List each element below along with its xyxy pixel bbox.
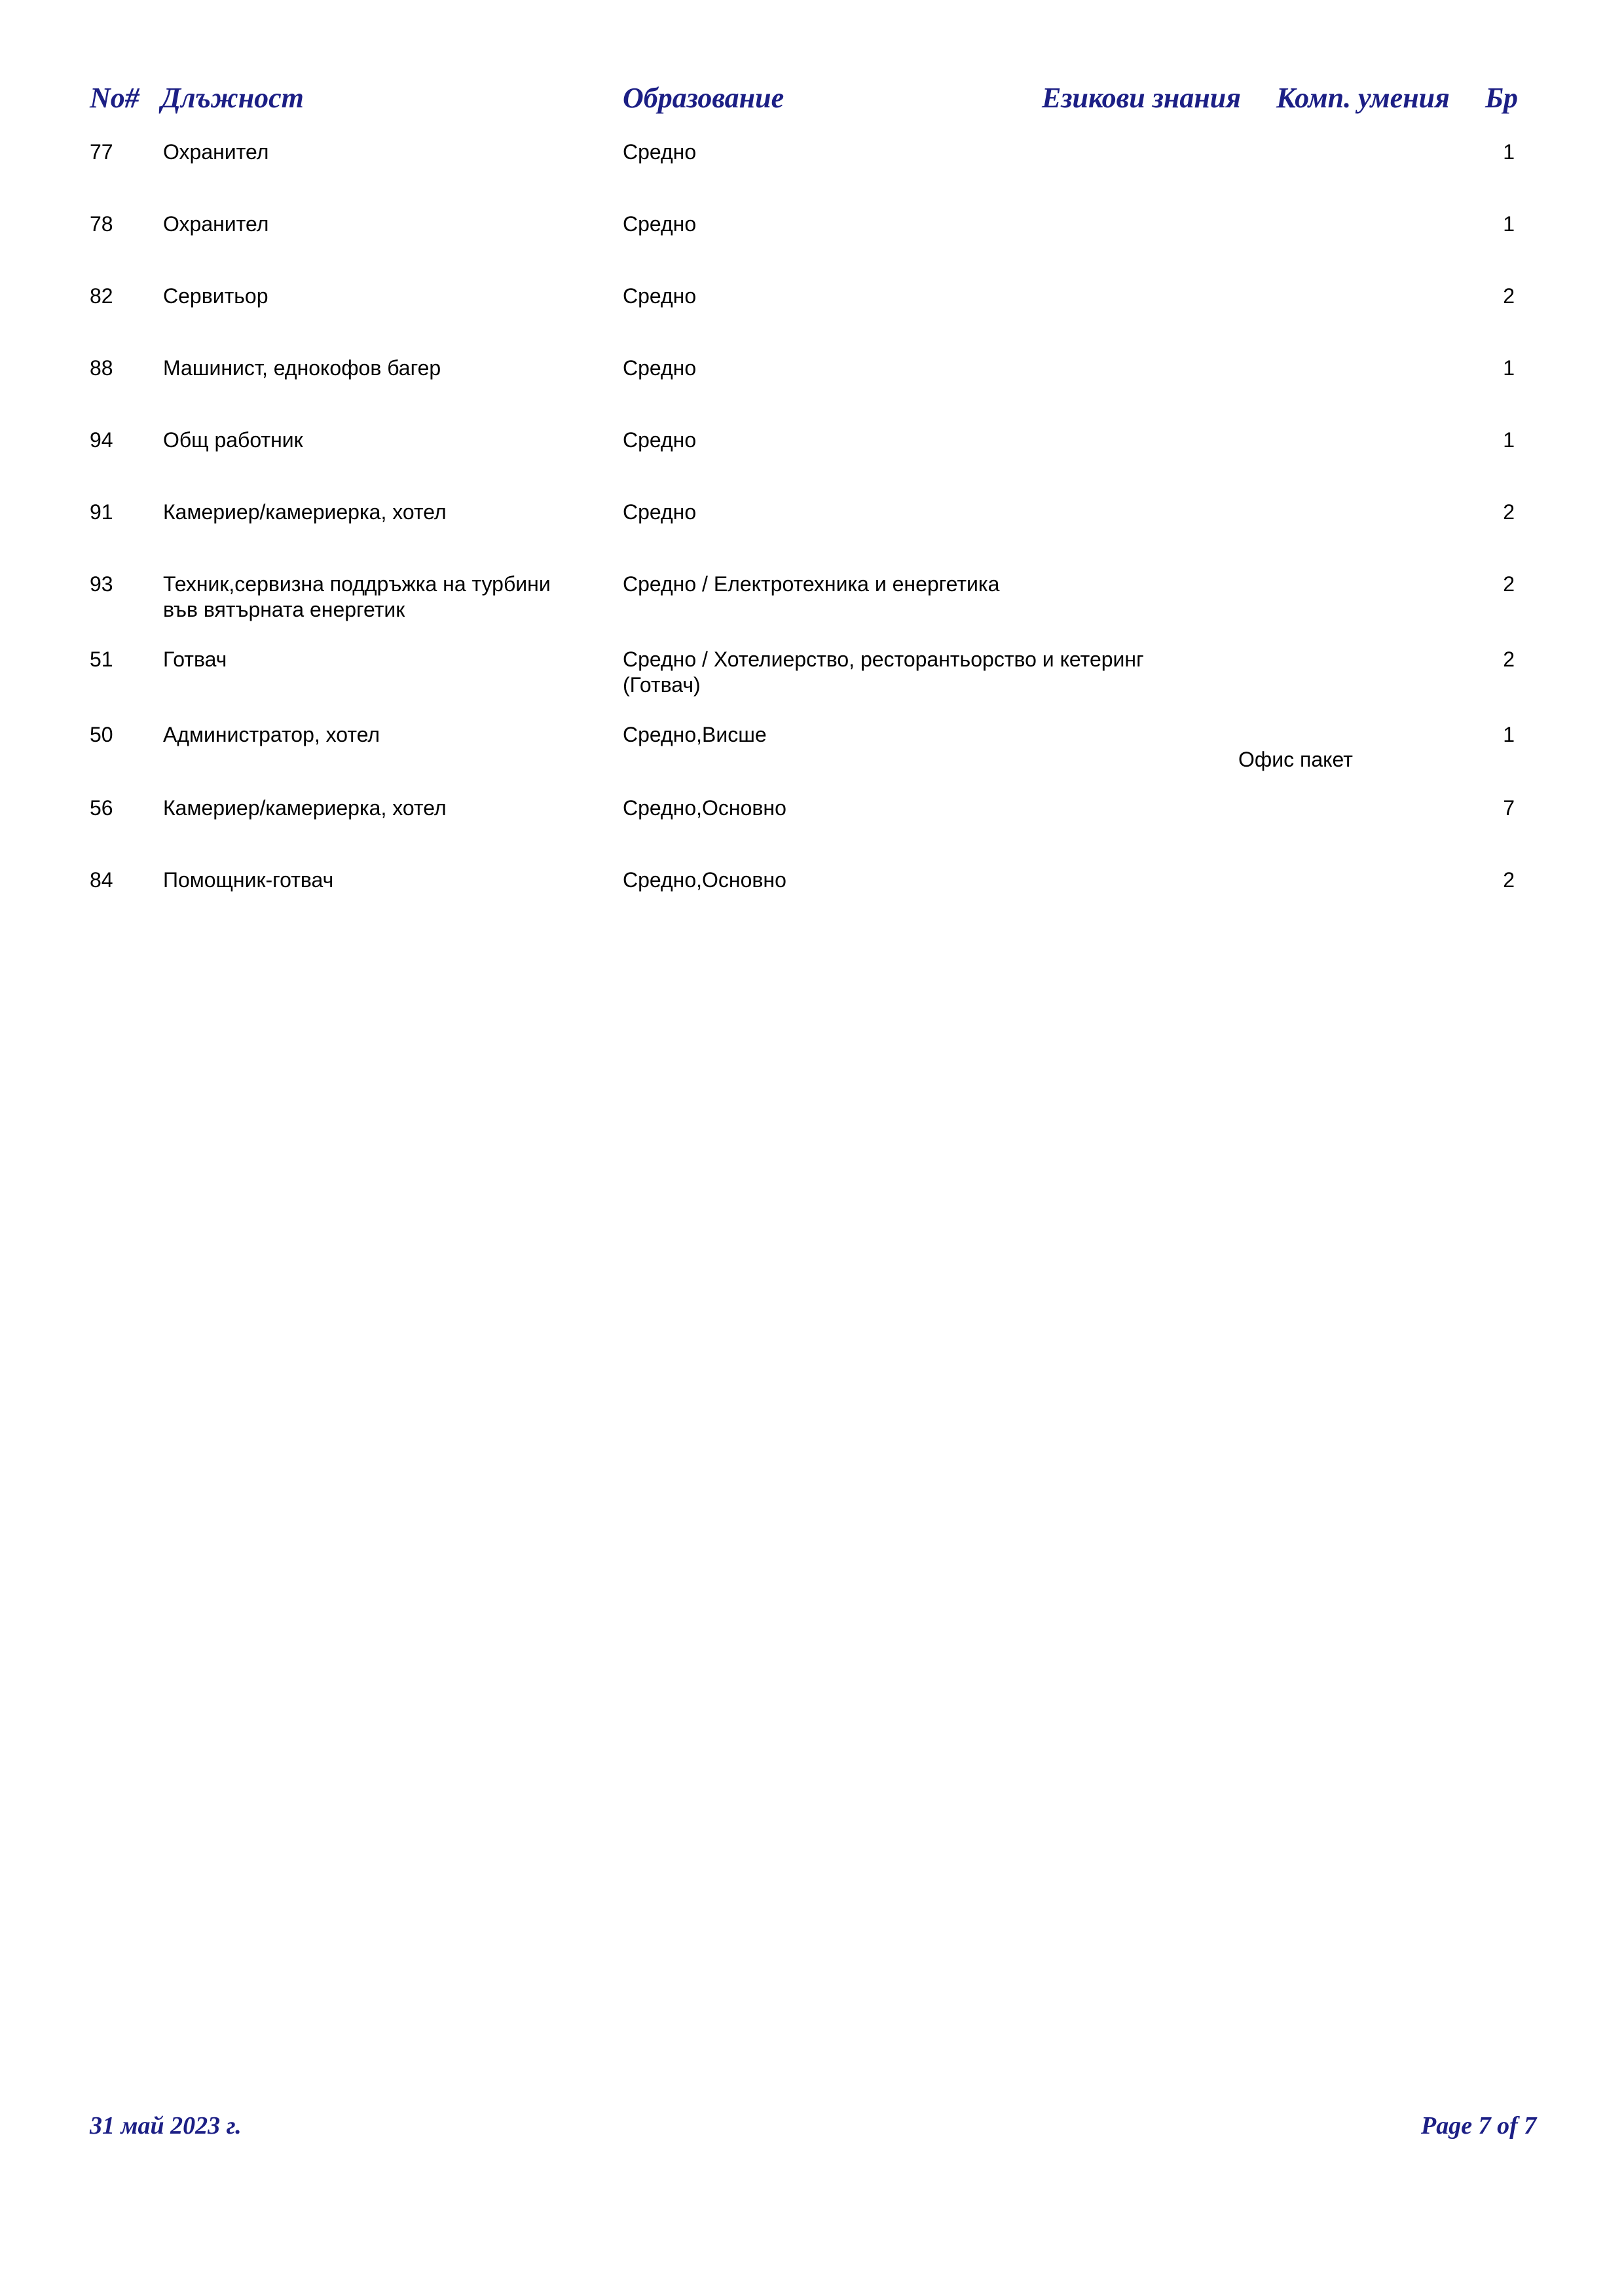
row-count: 1: [1503, 356, 1515, 380]
row-count: 1: [1503, 212, 1515, 236]
row-education: Средно: [623, 284, 697, 308]
row-position: Сервитьор: [163, 284, 268, 308]
header-education: Образование: [623, 82, 784, 114]
row-position: Охранител: [163, 212, 269, 236]
row-no: 91: [90, 500, 113, 524]
row-position: Помощник-готвач: [163, 868, 334, 892]
row-no: 78: [90, 212, 113, 236]
row-count: 7: [1503, 796, 1515, 820]
row-count: 1: [1503, 723, 1515, 746]
row-position: Общ работник: [163, 428, 303, 452]
row-education: Средно / Хотелиерство, ресторантьорство и кетеринг (Готвач): [623, 647, 1144, 697]
row-education: Средно: [623, 140, 697, 164]
row-no: 51: [90, 647, 113, 671]
row-count: 1: [1503, 428, 1515, 452]
row-education: Средно,Основно: [623, 868, 786, 892]
row-education: Средно: [623, 212, 697, 236]
row-position: Готвач: [163, 647, 227, 671]
row-no: 94: [90, 428, 113, 452]
row-count: 2: [1503, 868, 1515, 892]
footer-date: 31 май 2023 г.: [90, 2112, 242, 2140]
row-education: Средно: [623, 428, 697, 452]
row-count: 2: [1503, 572, 1515, 596]
row-no: 56: [90, 796, 113, 820]
row-education: Средно: [623, 500, 697, 524]
row-count: 2: [1503, 647, 1515, 671]
row-education: Средно,Основно: [623, 796, 786, 820]
row-no: 50: [90, 723, 113, 746]
row-position: Администратор, хотел: [163, 723, 380, 746]
header-no: No#: [90, 82, 139, 114]
row-no: 82: [90, 284, 113, 308]
header-languages: Езикови знания: [1042, 82, 1241, 114]
row-education: Средно: [623, 356, 697, 380]
row-position: Охранител: [163, 140, 269, 164]
header-computer-skills: Комп. умения: [1276, 82, 1450, 114]
row-count: 2: [1503, 284, 1515, 308]
row-no: 77: [90, 140, 113, 164]
row-count: 1: [1503, 140, 1515, 164]
row-no: 93: [90, 572, 113, 596]
row-no: 88: [90, 356, 113, 380]
row-position: Техник,сервизна поддръжка на турбини във вятърната енергетик: [163, 572, 551, 621]
row-no: 84: [90, 868, 113, 892]
row-position: Камериер/камериерка, хотел: [163, 500, 447, 524]
header-count: Бр: [1485, 82, 1518, 114]
row-education: Средно,Висше: [623, 723, 767, 746]
row-education: Средно / Електротехника и енергетика: [623, 572, 1000, 596]
row-position: Камериер/камериерка, хотел: [163, 796, 447, 820]
row-computer-skills: Офис пакет: [1238, 748, 1353, 771]
header-position: Длъжност: [161, 82, 304, 114]
row-count: 2: [1503, 500, 1515, 524]
row-position: Машинист, еднокофов багер: [163, 356, 441, 380]
footer-page-number: Page 7 of 7: [1421, 2112, 1537, 2140]
